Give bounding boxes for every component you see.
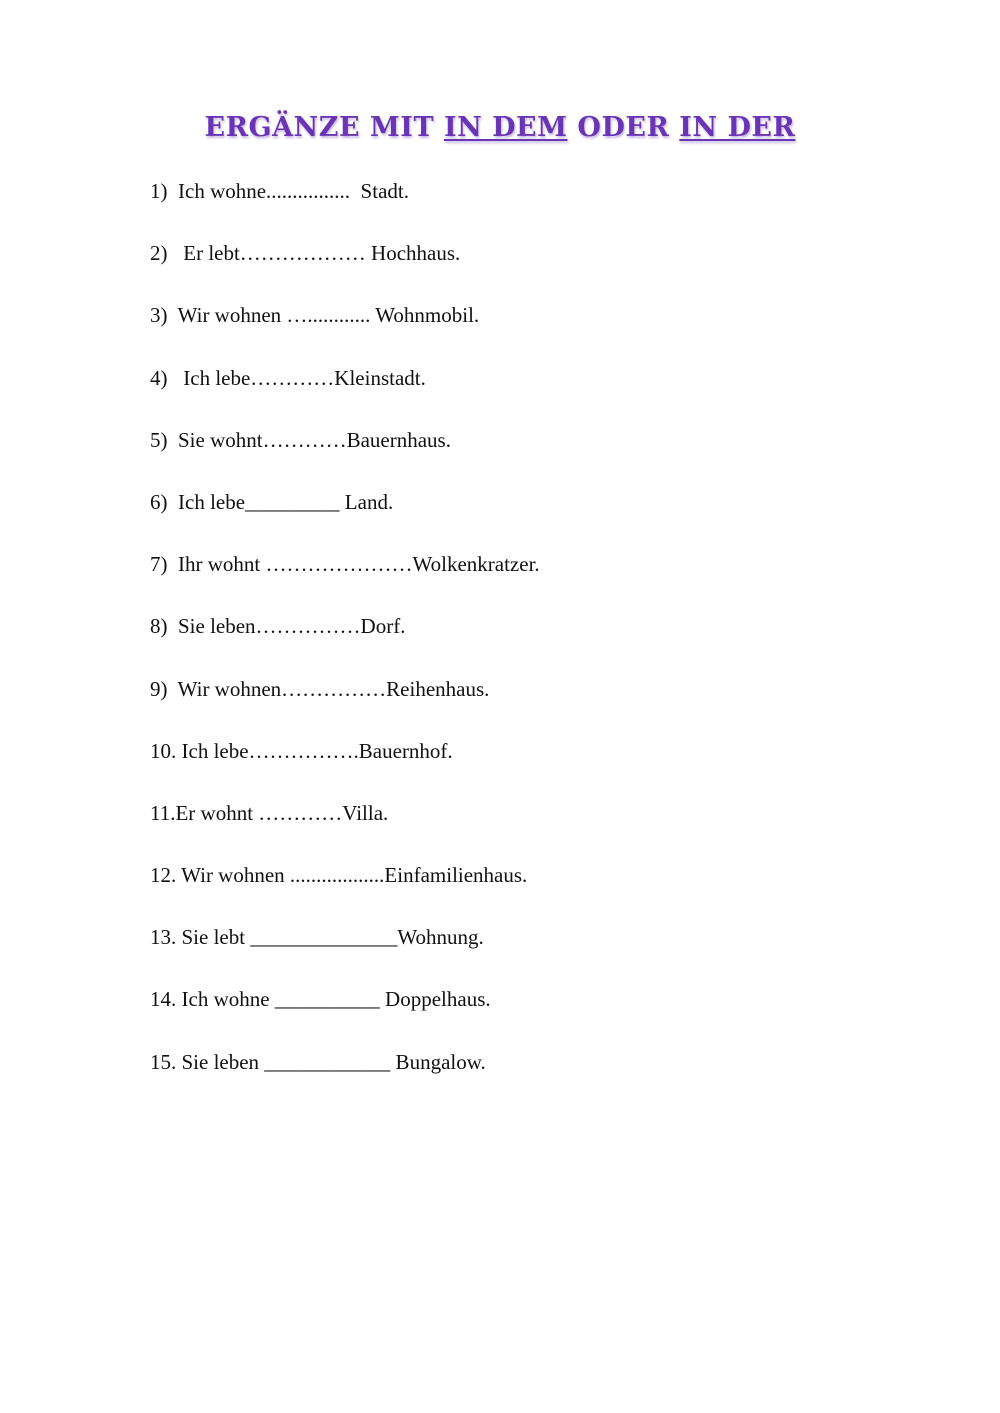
exercise-item <box>150 363 540 425</box>
exercise-item <box>150 300 540 362</box>
exercise-gap-spacer <box>168 614 179 638</box>
exercise-number: 10. <box>150 738 177 763</box>
exercise-item <box>150 1047 540 1109</box>
exercise-number: 13. <box>150 925 177 950</box>
exercise-number: 4) <box>150 365 168 390</box>
title-part: ODER <box>567 112 680 143</box>
exercise-text: Ich wohne................ Stadt. <box>178 179 409 203</box>
exercise-text: Sie leben……………Dorf. <box>178 614 406 639</box>
exercise-number: 7) <box>150 552 168 577</box>
exercise-gap-spacer <box>168 677 178 701</box>
exercise-gap-spacer <box>168 552 179 576</box>
exercise-number: 15. <box>150 1049 177 1074</box>
exercise-item <box>150 549 540 611</box>
exercise-number: 11. <box>150 800 176 825</box>
exercise-gap-spacer <box>168 490 179 514</box>
exercise-item <box>150 674 540 736</box>
exercise-number: 9) <box>150 676 168 701</box>
exercise-item <box>150 176 540 238</box>
exercise-text: Ihr wohnt …………………Wolkenkratzer. <box>178 552 540 577</box>
exercise-number: 3) <box>150 303 168 328</box>
exercise-number: 5) <box>150 427 168 452</box>
exercise-number: 12. <box>150 863 177 888</box>
exercise-item <box>150 487 540 549</box>
exercise-number: 6) <box>150 489 168 514</box>
exercise-number: 8) <box>150 614 168 639</box>
exercise-text: Sie wohnt…………Bauernhaus. <box>178 427 451 452</box>
exercise-item <box>150 922 540 984</box>
exercise-text: Ich wohne __________ Doppelhaus. <box>181 987 491 1012</box>
exercise-gap-spacer <box>168 428 179 452</box>
exercise-text: Ich lebe…………….Bauernhof. <box>181 738 453 763</box>
exercise-text: Er lebt……………… Hochhaus. <box>178 241 461 266</box>
exercise-gap-spacer <box>168 366 179 390</box>
exercise-item <box>150 611 540 673</box>
title-part: ERGÄNZE MIT <box>204 112 444 143</box>
title-part-underlined: IN DEM <box>443 112 568 143</box>
exercise-text: Wir wohnen……………Reihenhaus. <box>177 676 490 701</box>
exercise-item <box>150 984 540 1046</box>
exercise-gap-spacer <box>168 241 179 265</box>
exercise-number: 1) <box>150 179 168 203</box>
exercise-item <box>150 736 540 798</box>
exercise-gap-spacer <box>168 303 178 327</box>
exercise-number: 2) <box>150 241 168 266</box>
worksheet-title <box>0 112 1000 143</box>
exercise-item <box>150 238 540 300</box>
exercise-text: Ich lebe_________ Land. <box>178 489 394 514</box>
exercise-text: Sie lebt ______________Wohnung. <box>181 925 484 950</box>
exercise-text: Wir wohnen ..................Einfamilienhaus. <box>181 863 528 888</box>
exercise-text: Wir wohnen …............ Wohnmobil. <box>177 303 480 328</box>
exercise-text: Ich lebe…………Kleinstadt. <box>178 365 426 390</box>
exercise-text: Sie leben ____________ Bungalow. <box>181 1049 486 1074</box>
exercise-text: Er wohnt …………Villa. <box>175 800 389 825</box>
exercise-item <box>150 425 540 487</box>
exercise-item <box>150 860 540 922</box>
exercise-number: 14. <box>150 987 177 1012</box>
exercise-list <box>150 176 540 1109</box>
exercise-item <box>150 798 540 860</box>
exercise-gap-spacer <box>168 179 179 203</box>
title-part-underlined: IN DER <box>679 112 796 143</box>
